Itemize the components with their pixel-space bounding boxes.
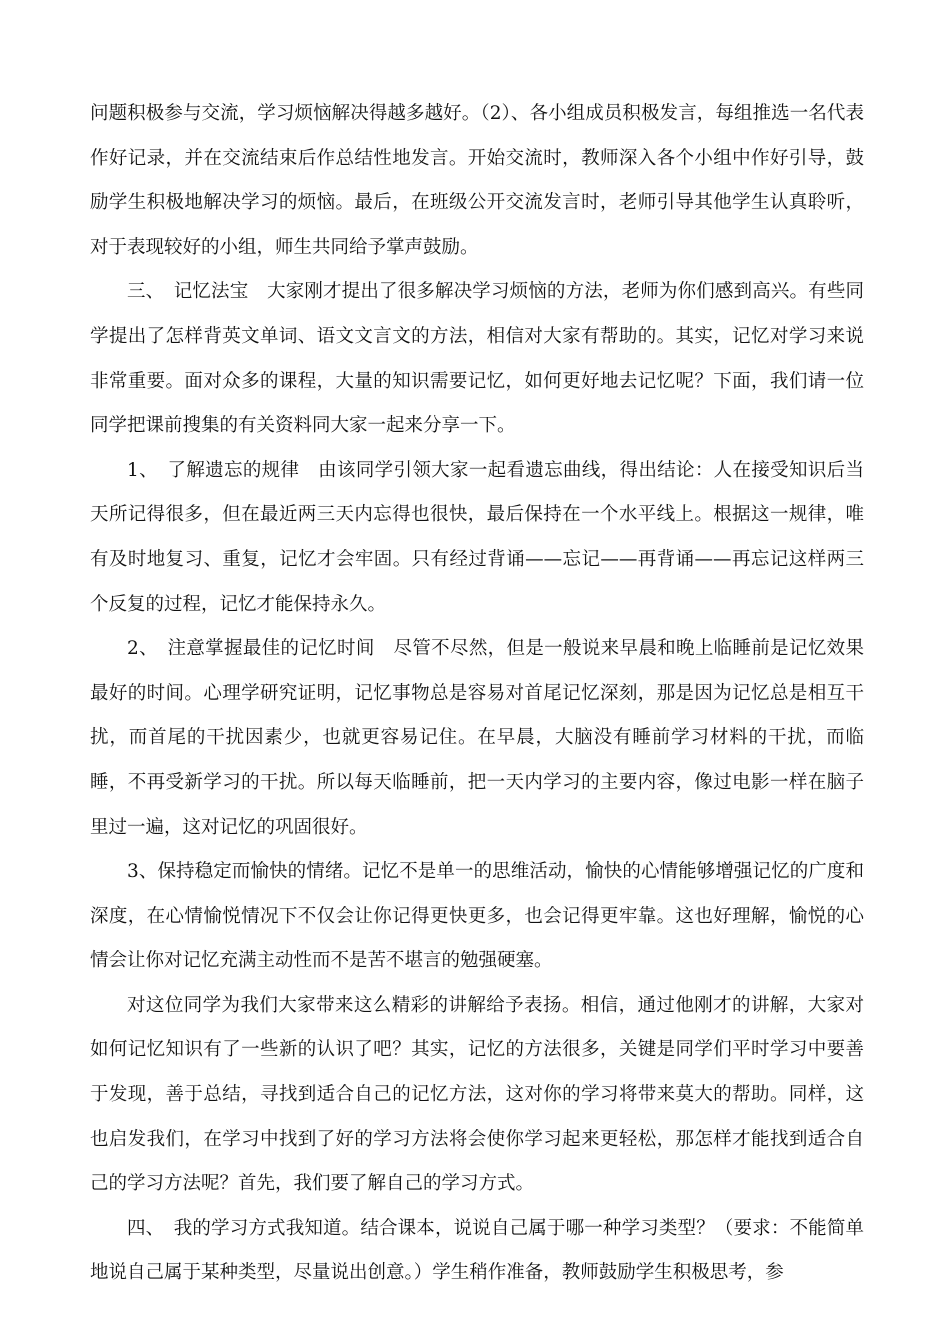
paragraph-memory-treasure: 三、 记忆法宝 大家刚才提出了很多解决学习烦恼的方法，老师为你们感到高兴。有些同学提出了怎样背英文单词、语文文言文的方法，相信对大家有帮助的。其实，记忆对学习来说非常重要。面对众多的课程，大量的知识需要记忆，如何更好地去记忆呢？下面，我们请一位同学把课前搜集的有关资料同大家一起来分享一下。 (90, 281, 864, 437)
paragraph-best-memory-time: 2、 注意掌握最佳的记忆时间 尽管不尽然，但是一般说来早晨和晚上临睡前是记忆效果最好的时间。心理学研究证明，记忆事物总是容易对首尾记忆深刻，那是因为记忆总是相互干扰，而首尾的干扰因素少，也就更容易记住。在早晨，大脑没有睡前学习材料的干扰，而临睡，不再受新学习的干扰。所以每天临睡前，把一天内学习的主要内容，像过电影一样在脑子里过一遍，这对记忆的巩固很好。 (90, 638, 864, 838)
paragraph-learning-style: 四、 我的学习方式我知道。结合课本，说说自己属于哪一种学习类型？（要求：不能简单地说自己属于某种类型，尽量说出创意。）学生稍作准备，教师鼓励学生积极思考，参 (90, 1217, 864, 1284)
paragraph-forgetting-curve: 1、 了解遗忘的规律 由该同学引领大家一起看遗忘曲线，得出结论：人在接受知识后当天所记得很多，但在最近两三天内忘得也很快，最后保持在一个水平线上。根据这一规律，唯有及时地复习、重复，记忆才会牢固。只有经过背诵——忘记——再背诵——再忘记这样两三个反复的过程，记忆才能保持永久。 (90, 459, 864, 615)
document-page (90, 92, 864, 1296)
paragraph-praise-summary: 对这位同学为我们大家带来这么精彩的讲解给予表扬。相信，通过他刚才的讲解，大家对如何记忆知识有了一些新的认识了吧？其实，记忆的方法很多，关键是同学们平时学习中要善于发现，善于总结，寻找到适合自己的记忆方法，这对你的学习将带来莫大的帮助。同样，这也启发我们，在学习中找到了好的学习方法将会使你学习起来更轻松，那怎样才能找到适合自己的学习方法呢？首先，我们要了解自己的学习方式。 (90, 994, 864, 1195)
paragraph-stable-mood: 3、保持稳定而愉快的情绪。记忆不是单一的思维活动，愉快的心情能够增强记忆的广度和深度，在心情愉悦情况下不仅会让你记得更快更多，也会记得更牢靠。这也好理解，愉悦的心情会让你对记忆充满主动性而不是苦不堪言的勉强硬塞。 (90, 861, 864, 972)
paragraph-group-exchange: 问题积极参与交流，学习烦恼解决得越多越好。（2）、各小组成员积极发言，每组推选一名代表作好记录，并在交流结束后作总结性地发言。开始交流时，教师深入各个小组中作好引导，鼓励学生积极地解决学习的烦恼。最后，在班级公开交流发言时，老师引导其他学生认真聆听，对于表现较好的小组，师生共同给予掌声鼓励。 (90, 103, 864, 258)
